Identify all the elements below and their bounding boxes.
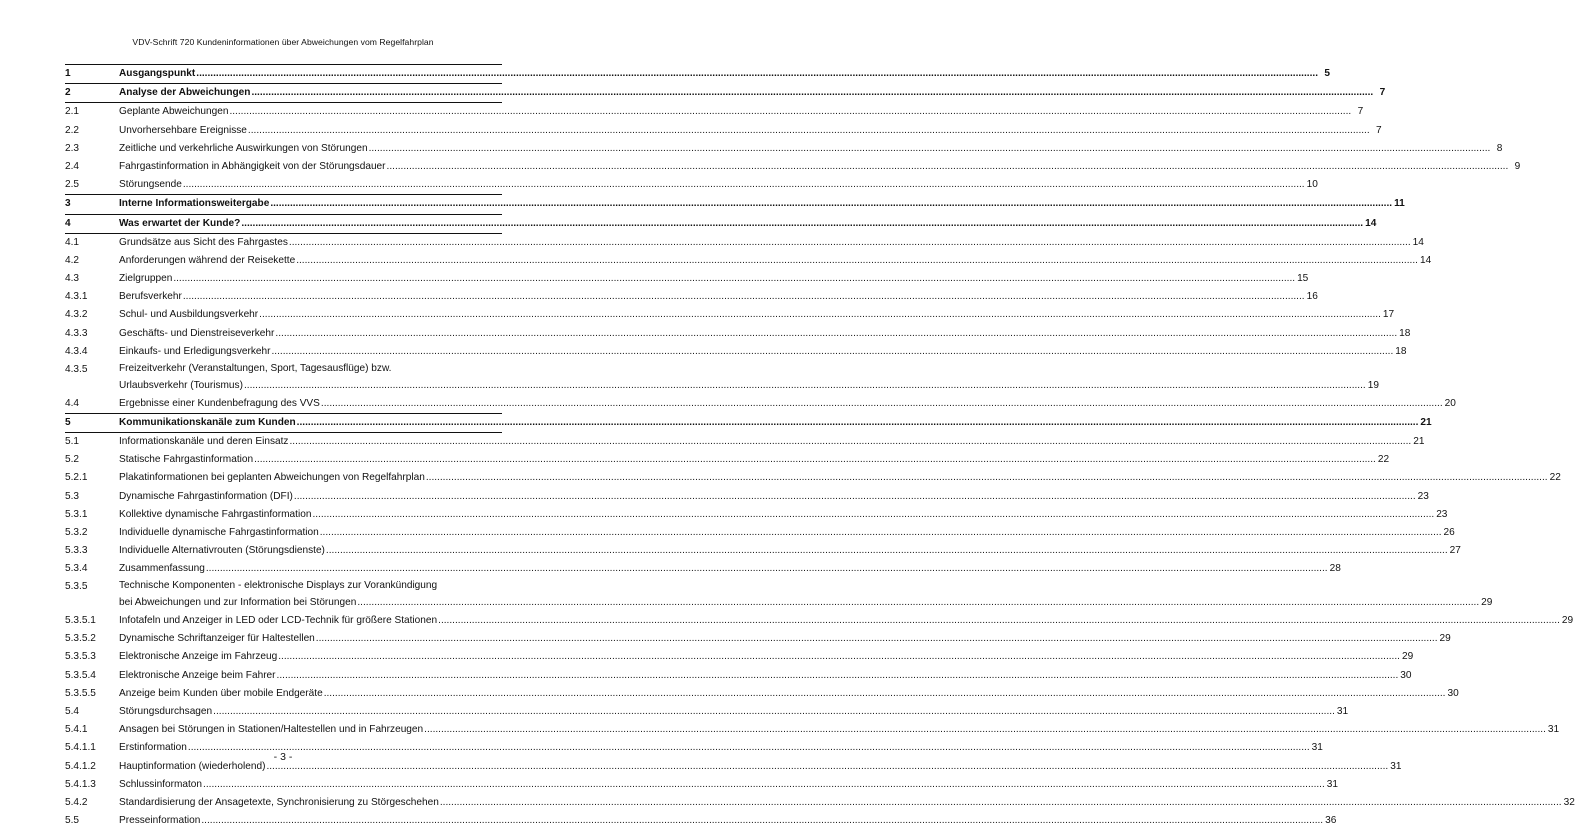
dot-leader: ................................................................................................................................................................................................................................................................................................................................................................................................................ — [438, 615, 1560, 627]
toc-entry-page: 31 — [1336, 706, 1349, 717]
toc-entry-title: Kommunikationskanäle zum Kunden — [119, 416, 296, 428]
toc-entry-page: 14 — [1412, 236, 1424, 248]
dot-leader: ................................................................................................................................................................................................................................................................................................................................................................................................................ — [259, 309, 1381, 321]
dot-leader: ................................................................................................................................................................................................................................................................................................................................................................................................................ — [320, 397, 1443, 409]
toc-entry[interactable] — [65, 270, 1309, 288]
toc-entry-page: 11 — [1394, 198, 1405, 210]
toc-entry-number: 5.3.5.4 — [65, 669, 96, 681]
toc-entry-page: 32 — [1563, 796, 1575, 808]
toc-entry-number: 2.1 — [65, 106, 80, 118]
toc-entry-number: 5.3 — [65, 490, 80, 502]
dot-leader: ................................................................................................................................................................................................................................................................................................................................................................................................................ — [271, 345, 1394, 357]
toc-entry-number: 2 — [65, 87, 71, 99]
toc-entry-number: 5.3.5.5 — [65, 687, 96, 699]
toc-entry-number: 3 — [65, 198, 71, 210]
toc-entry[interactable] — [65, 506, 1448, 524]
toc-entry-number: 5 — [65, 416, 71, 428]
toc-entry-title: Standardisierung der Ansagetexte, Synchronisierung zu Störgeschehen — [119, 796, 439, 808]
toc-entry-page: 18 — [1399, 327, 1411, 339]
toc-entry[interactable] — [65, 158, 1521, 176]
toc-entry-title: Anzeige beim Kunden über mobile Endgeräte — [119, 687, 323, 699]
toc-entry-number: 5.5 — [65, 815, 80, 827]
toc-entry-page: 36 — [1325, 815, 1337, 827]
toc-entry[interactable] — [65, 103, 1364, 121]
dot-leader: ................................................................................................................................................................................................................................................................................................................................................................................................................ — [254, 454, 1376, 466]
toc-entry-page: 31 — [1326, 778, 1339, 790]
dot-leader: ................................................................................................................................................................................................................................................................................................................................................................................................................ — [276, 669, 1399, 681]
toc-entry[interactable] — [65, 234, 1424, 252]
toc-entry-page: 29 — [1439, 633, 1451, 645]
toc-entry-page: 14 — [1365, 217, 1377, 229]
toc-entry-number: 4.3 — [65, 273, 80, 285]
toc-entry-number: 4.4 — [65, 397, 80, 409]
toc-entry[interactable] — [65, 560, 1341, 578]
dot-leader: ................................................................................................................................................................................................................................................................................................................................................................................................................ — [251, 87, 1374, 99]
toc-entry[interactable] — [65, 648, 1414, 666]
toc-entry[interactable] — [65, 488, 1429, 506]
toc-entry-title: Störungsdurchsagen — [119, 706, 213, 717]
toc-entry[interactable] — [65, 469, 1561, 487]
dot-leader: ................................................................................................................................................................................................................................................................................................................................................................................................................ — [241, 217, 1364, 229]
toc-entry-title: Schul- und Ausbildungsverkehr — [119, 309, 259, 321]
toc-entry-title: Zusammenfassung — [119, 563, 205, 575]
toc-entry-number: 5.4 — [65, 706, 80, 717]
dot-leader: ................................................................................................................................................................................................................................................................................................................................................................................................................ — [278, 651, 1400, 663]
dot-leader: ................................................................................................................................................................................................................................................................................................................................................................................................................ — [424, 724, 1546, 736]
toc-entry[interactable] — [65, 721, 1560, 739]
toc-entry-title: Was erwartet der Kunde? — [119, 217, 241, 229]
toc-entry-title: Individuelle dynamische Fahrgastinformation — [119, 526, 319, 538]
toc-entry-number: 5.4.1.3 — [65, 778, 96, 790]
toc-entry-number: 2.5 — [65, 179, 80, 191]
toc-entry-title-line: Freizeitverkehr (Veranstaltungen, Sport, Tagesausflüge) bzw. — [119, 363, 392, 374]
toc-entry-title: Individuelle Alternativrouten (Störungsdienste) — [119, 545, 325, 557]
toc-entry-number: 5.3.2 — [65, 526, 88, 538]
dot-leader: ................................................................................................................................................................................................................................................................................................................................................................................................................ — [275, 327, 1398, 339]
dot-leader: ................................................................................................................................................................................................................................................................................................................................................................................................................ — [187, 742, 1310, 754]
dot-leader: ................................................................................................................................................................................................................................................................................................................................................................................................................ — [319, 526, 1442, 538]
toc-entry-title: Fahrgastinformation in Abhängigkeit von der Störungsdauer — [119, 160, 386, 172]
toc-entry-title: bei Abweichungen und zur Information bei Störungen — [119, 597, 357, 609]
toc-entry-number: 1 — [65, 68, 71, 79]
toc-chapter-entry[interactable] — [65, 84, 1386, 103]
toc-entry-page: 16 — [1306, 291, 1318, 303]
toc-entry[interactable] — [65, 667, 1412, 685]
dot-leader: ................................................................................................................................................................................................................................................................................................................................................................................................................ — [368, 142, 1491, 154]
dot-leader: ................................................................................................................................................................................................................................................................................................................................................................................................................ — [182, 179, 1305, 191]
toc-entry-title: Infotafeln und Anzeiger in LED oder LCD-Technik für größere Stationen — [119, 615, 438, 627]
toc-entry-page: 21 — [1413, 435, 1425, 447]
toc-entry[interactable] — [65, 361, 1379, 395]
toc-entry-title: Interne Informationsweitergabe — [119, 198, 270, 210]
toc-entry-title: Presseinformation — [119, 815, 201, 827]
toc-entry-title: Ergebnisse einer Kundenbefragung des VVS — [119, 397, 320, 409]
toc-entry-page: 22 — [1377, 454, 1390, 466]
toc-entry-title: Plakatinformationen bei geplanten Abweichungen von Regelfahrplan — [119, 472, 425, 484]
toc-entry-page: 17 — [1382, 309, 1395, 321]
dot-leader: ................................................................................................................................................................................................................................................................................................................................................................................................................ — [196, 68, 1319, 79]
toc-entry-page: 15 — [1297, 273, 1309, 285]
toc-entry-page: 29 — [1401, 651, 1414, 663]
toc-entry-title: Ausgangspunkt — [119, 68, 196, 79]
toc-entry-page: 27 — [1449, 545, 1461, 557]
dot-leader: ................................................................................................................................................................................................................................................................................................................................................................................................................ — [439, 796, 1562, 808]
toc-entry-number: 5.3.1 — [65, 508, 88, 520]
toc-entry[interactable] — [65, 794, 1575, 812]
page-number: - 3 - — [273, 751, 293, 763]
toc-entry-number: 5.4.1.1 — [65, 742, 96, 754]
toc-entry-number: 2.4 — [65, 160, 80, 172]
toc-entry-number: 5.3.5 — [65, 581, 88, 593]
toc-entry-title: Statische Fahrgastinformation — [119, 454, 254, 466]
toc-entry-title: Schlussinformaton — [119, 778, 203, 790]
dot-leader: ................................................................................................................................................................................................................................................................................................................................................................................................................ — [270, 198, 1393, 210]
toc-entry-title: Zeitliche und verkehrliche Auswirkungen von Störungen — [119, 142, 368, 154]
toc-entry-title: Störungsende — [119, 179, 182, 191]
toc-chapter-entry[interactable] — [65, 194, 1405, 214]
dot-leader: ................................................................................................................................................................................................................................................................................................................................................................................................................ — [182, 291, 1305, 303]
toc-entry-page: 31 — [1311, 742, 1323, 754]
dot-leader: ................................................................................................................................................................................................................................................................................................................................................................................................................ — [386, 160, 1509, 172]
toc-entry-title: Analyse der Abweichungen — [119, 87, 251, 99]
toc-entry-page: 18 — [1395, 345, 1407, 357]
toc-entry-number: 5.4.1 — [65, 724, 88, 736]
toc-entry[interactable] — [65, 433, 1425, 451]
toc-entry-number: 4.3.2 — [65, 309, 88, 321]
toc-entry[interactable] — [65, 776, 1339, 794]
toc-entry-title: Unvorhersehbare Ereignisse — [119, 124, 247, 136]
toc-entry-page: 23 — [1417, 490, 1429, 502]
dot-leader: ................................................................................................................................................................................................................................................................................................................................................................................................................ — [315, 633, 1438, 645]
toc-entry-title: Ansagen bei Störungen in Stationen/Haltestellen und in Fahrzeugen — [119, 724, 424, 736]
toc-chapter-entry[interactable] — [65, 64, 1331, 84]
toc-entry-title: Urlaubsverkehr (Tourismus) — [119, 379, 243, 391]
toc-entry[interactable] — [65, 612, 1574, 630]
dot-leader: ................................................................................................................................................................................................................................................................................................................................................................................................................ — [243, 379, 1366, 391]
toc-entry-title: Anforderungen während der Reisekette — [119, 254, 296, 266]
toc-entry-title: Erstinformation — [119, 742, 187, 754]
toc-chapter-entry[interactable] — [65, 413, 1432, 433]
toc-entry[interactable] — [65, 288, 1318, 306]
dot-leader: ................................................................................................................................................................................................................................................................................................................................................................................................................ — [266, 760, 1389, 772]
toc-entry-number: 4.3.1 — [65, 291, 88, 303]
toc-entry-title-line: Technische Komponenten - elektronische Displays zur Vorankündigung — [119, 580, 438, 592]
toc-entry-title: Dynamische Schriftanzeiger für Haltestellen — [119, 633, 315, 645]
toc-entry[interactable] — [65, 685, 1459, 703]
table-of-contents — [65, 64, 1575, 830]
dot-leader: ................................................................................................................................................................................................................................................................................................................................................................................................................ — [325, 545, 1448, 557]
toc-entry-number: 5.1 — [65, 435, 80, 447]
toc-entry[interactable] — [65, 395, 1456, 413]
dot-leader: ................................................................................................................................................................................................................................................................................................................................................................................................................ — [229, 106, 1352, 118]
toc-entry-title: Dynamische Fahrgastinformation (DFI) — [119, 490, 293, 502]
toc-entry-number: 2.2 — [65, 124, 80, 136]
toc-entry[interactable] — [65, 542, 1461, 560]
toc-entry-page: 31 — [1547, 724, 1560, 736]
toc-entry-number: 5.3.4 — [65, 563, 88, 575]
toc-entry[interactable] — [65, 578, 1493, 612]
toc-entry-title: Geschäfts- und Dienstreiseverkehr — [119, 327, 275, 339]
toc-entry[interactable] — [65, 122, 1382, 140]
toc-entry-page: 30 — [1447, 687, 1459, 699]
dot-leader: ................................................................................................................................................................................................................................................................................................................................................................................................................ — [296, 254, 1418, 266]
toc-entry-number: 2.3 — [65, 142, 80, 154]
toc-entry-page: 20 — [1444, 397, 1456, 409]
toc-entry-number: 5.4.2 — [65, 796, 88, 808]
dot-leader: ................................................................................................................................................................................................................................................................................................................................................................................................................ — [205, 563, 1328, 575]
toc-entry-title: Geplante Abweichungen — [119, 106, 229, 118]
dot-leader: ................................................................................................................................................................................................................................................................................................................................................................................................................ — [425, 472, 1548, 484]
toc-entry-page: 7 — [1379, 87, 1386, 99]
dot-leader: ................................................................................................................................................................................................................................................................................................................................................................................................................ — [213, 706, 1335, 717]
dot-leader: ................................................................................................................................................................................................................................................................................................................................................................................................................ — [293, 490, 1416, 502]
toc-entry[interactable] — [65, 343, 1407, 361]
toc-entry[interactable] — [65, 703, 1349, 721]
toc-entry[interactable] — [65, 524, 1455, 542]
toc-entry-title: Elektronische Anzeige im Fahrzeug — [119, 651, 278, 663]
dot-leader: ................................................................................................................................................................................................................................................................................................................................................................................................................ — [296, 416, 1419, 428]
toc-entry[interactable] — [65, 140, 1503, 158]
toc-entry[interactable] — [65, 252, 1432, 270]
toc-entry[interactable] — [65, 325, 1411, 343]
toc-entry-page: 10 — [1306, 179, 1318, 191]
toc-entry-number: 4 — [65, 217, 71, 229]
toc-entry-number: 4.2 — [65, 254, 80, 266]
toc-entry-page: 28 — [1329, 563, 1341, 575]
toc-entry-number: 4.1 — [65, 236, 80, 248]
dot-leader: ................................................................................................................................................................................................................................................................................................................................................................................................................ — [289, 435, 1412, 447]
toc-entry-number: 4.3.4 — [65, 345, 88, 357]
toc-entry[interactable] — [65, 630, 1451, 648]
toc-entry-page: 26 — [1443, 526, 1455, 538]
toc-entry-number: 5.3.5.3 — [65, 651, 96, 663]
toc-entry-title: Zielgruppen — [119, 273, 173, 285]
toc-entry[interactable] — [65, 176, 1318, 194]
toc-entry-number: 5.2 — [65, 454, 80, 466]
toc-entry-number: 5.4.1.2 — [65, 760, 96, 772]
toc-entry-page: 5 — [1324, 68, 1331, 79]
page-header: VDV-Schrift 720 Kundeninformationen über Abweichungen vom Regelfahrplan — [132, 37, 434, 47]
dot-leader: ................................................................................................................................................................................................................................................................................................................................................................................................................ — [173, 273, 1296, 285]
dot-leader: ................................................................................................................................................................................................................................................................................................................................................................................................................ — [323, 687, 1446, 699]
toc-entry[interactable] — [65, 306, 1395, 324]
toc-entry-page: 30 — [1400, 669, 1412, 681]
toc-entry-title: Einkaufs- und Erledigungsverkehr — [119, 345, 271, 357]
toc-entry-number: 5.3.5.2 — [65, 633, 96, 645]
toc-entry-page: 23 — [1436, 508, 1448, 520]
toc-entry-page: 7 — [1376, 124, 1382, 136]
toc-entry-title: Hauptinformation (wiederholend) — [119, 760, 266, 772]
dot-leader: ................................................................................................................................................................................................................................................................................................................................................................................................................ — [288, 236, 1411, 248]
toc-entry-number: 5.3.5.1 — [65, 615, 96, 627]
dot-leader: ................................................................................................................................................................................................................................................................................................................................................................................................................ — [357, 597, 1480, 609]
toc-entry-page: 8 — [1496, 142, 1503, 154]
toc-entry-title: Elektronische Anzeige beim Fahrer — [119, 669, 276, 681]
toc-entry-page: 19 — [1367, 379, 1379, 391]
toc-entry-title: Kollektive dynamische Fahrgastinformation — [119, 508, 312, 520]
toc-entry-page: 7 — [1357, 106, 1364, 118]
toc-entry-number: 4.3.3 — [65, 327, 88, 339]
toc-entry-page: 21 — [1420, 416, 1432, 428]
toc-entry-number: 5.3.3 — [65, 545, 88, 557]
toc-entry-page: 31 — [1390, 760, 1402, 772]
toc-entry-page: 29 — [1481, 597, 1493, 609]
toc-entry-title: Grundsätze aus Sicht des Fahrgastes — [119, 236, 288, 248]
toc-entry-page: 9 — [1514, 160, 1521, 172]
toc-entry-title: Informationskanäle und deren Einsatz — [119, 435, 289, 447]
dot-leader: ................................................................................................................................................................................................................................................................................................................................................................................................................ — [247, 124, 1370, 136]
toc-entry-page: 14 — [1419, 254, 1432, 266]
toc-entry-number: 4.3.5 — [65, 364, 88, 375]
dot-leader: ................................................................................................................................................................................................................................................................................................................................................................................................................ — [312, 508, 1435, 520]
toc-entry-page: 29 — [1561, 615, 1574, 627]
toc-entry-page: 22 — [1549, 472, 1561, 484]
dot-leader: ................................................................................................................................................................................................................................................................................................................................................................................................................ — [203, 778, 1325, 790]
toc-entry-number: 5.2.1 — [65, 472, 88, 484]
toc-entry-title: Berufsverkehr — [119, 291, 182, 303]
dot-leader: ................................................................................................................................................................................................................................................................................................................................................................................................................ — [201, 815, 1324, 827]
toc-entry[interactable] — [65, 812, 1337, 830]
toc-chapter-entry[interactable] — [65, 215, 1377, 234]
toc-entry[interactable] — [65, 451, 1390, 469]
